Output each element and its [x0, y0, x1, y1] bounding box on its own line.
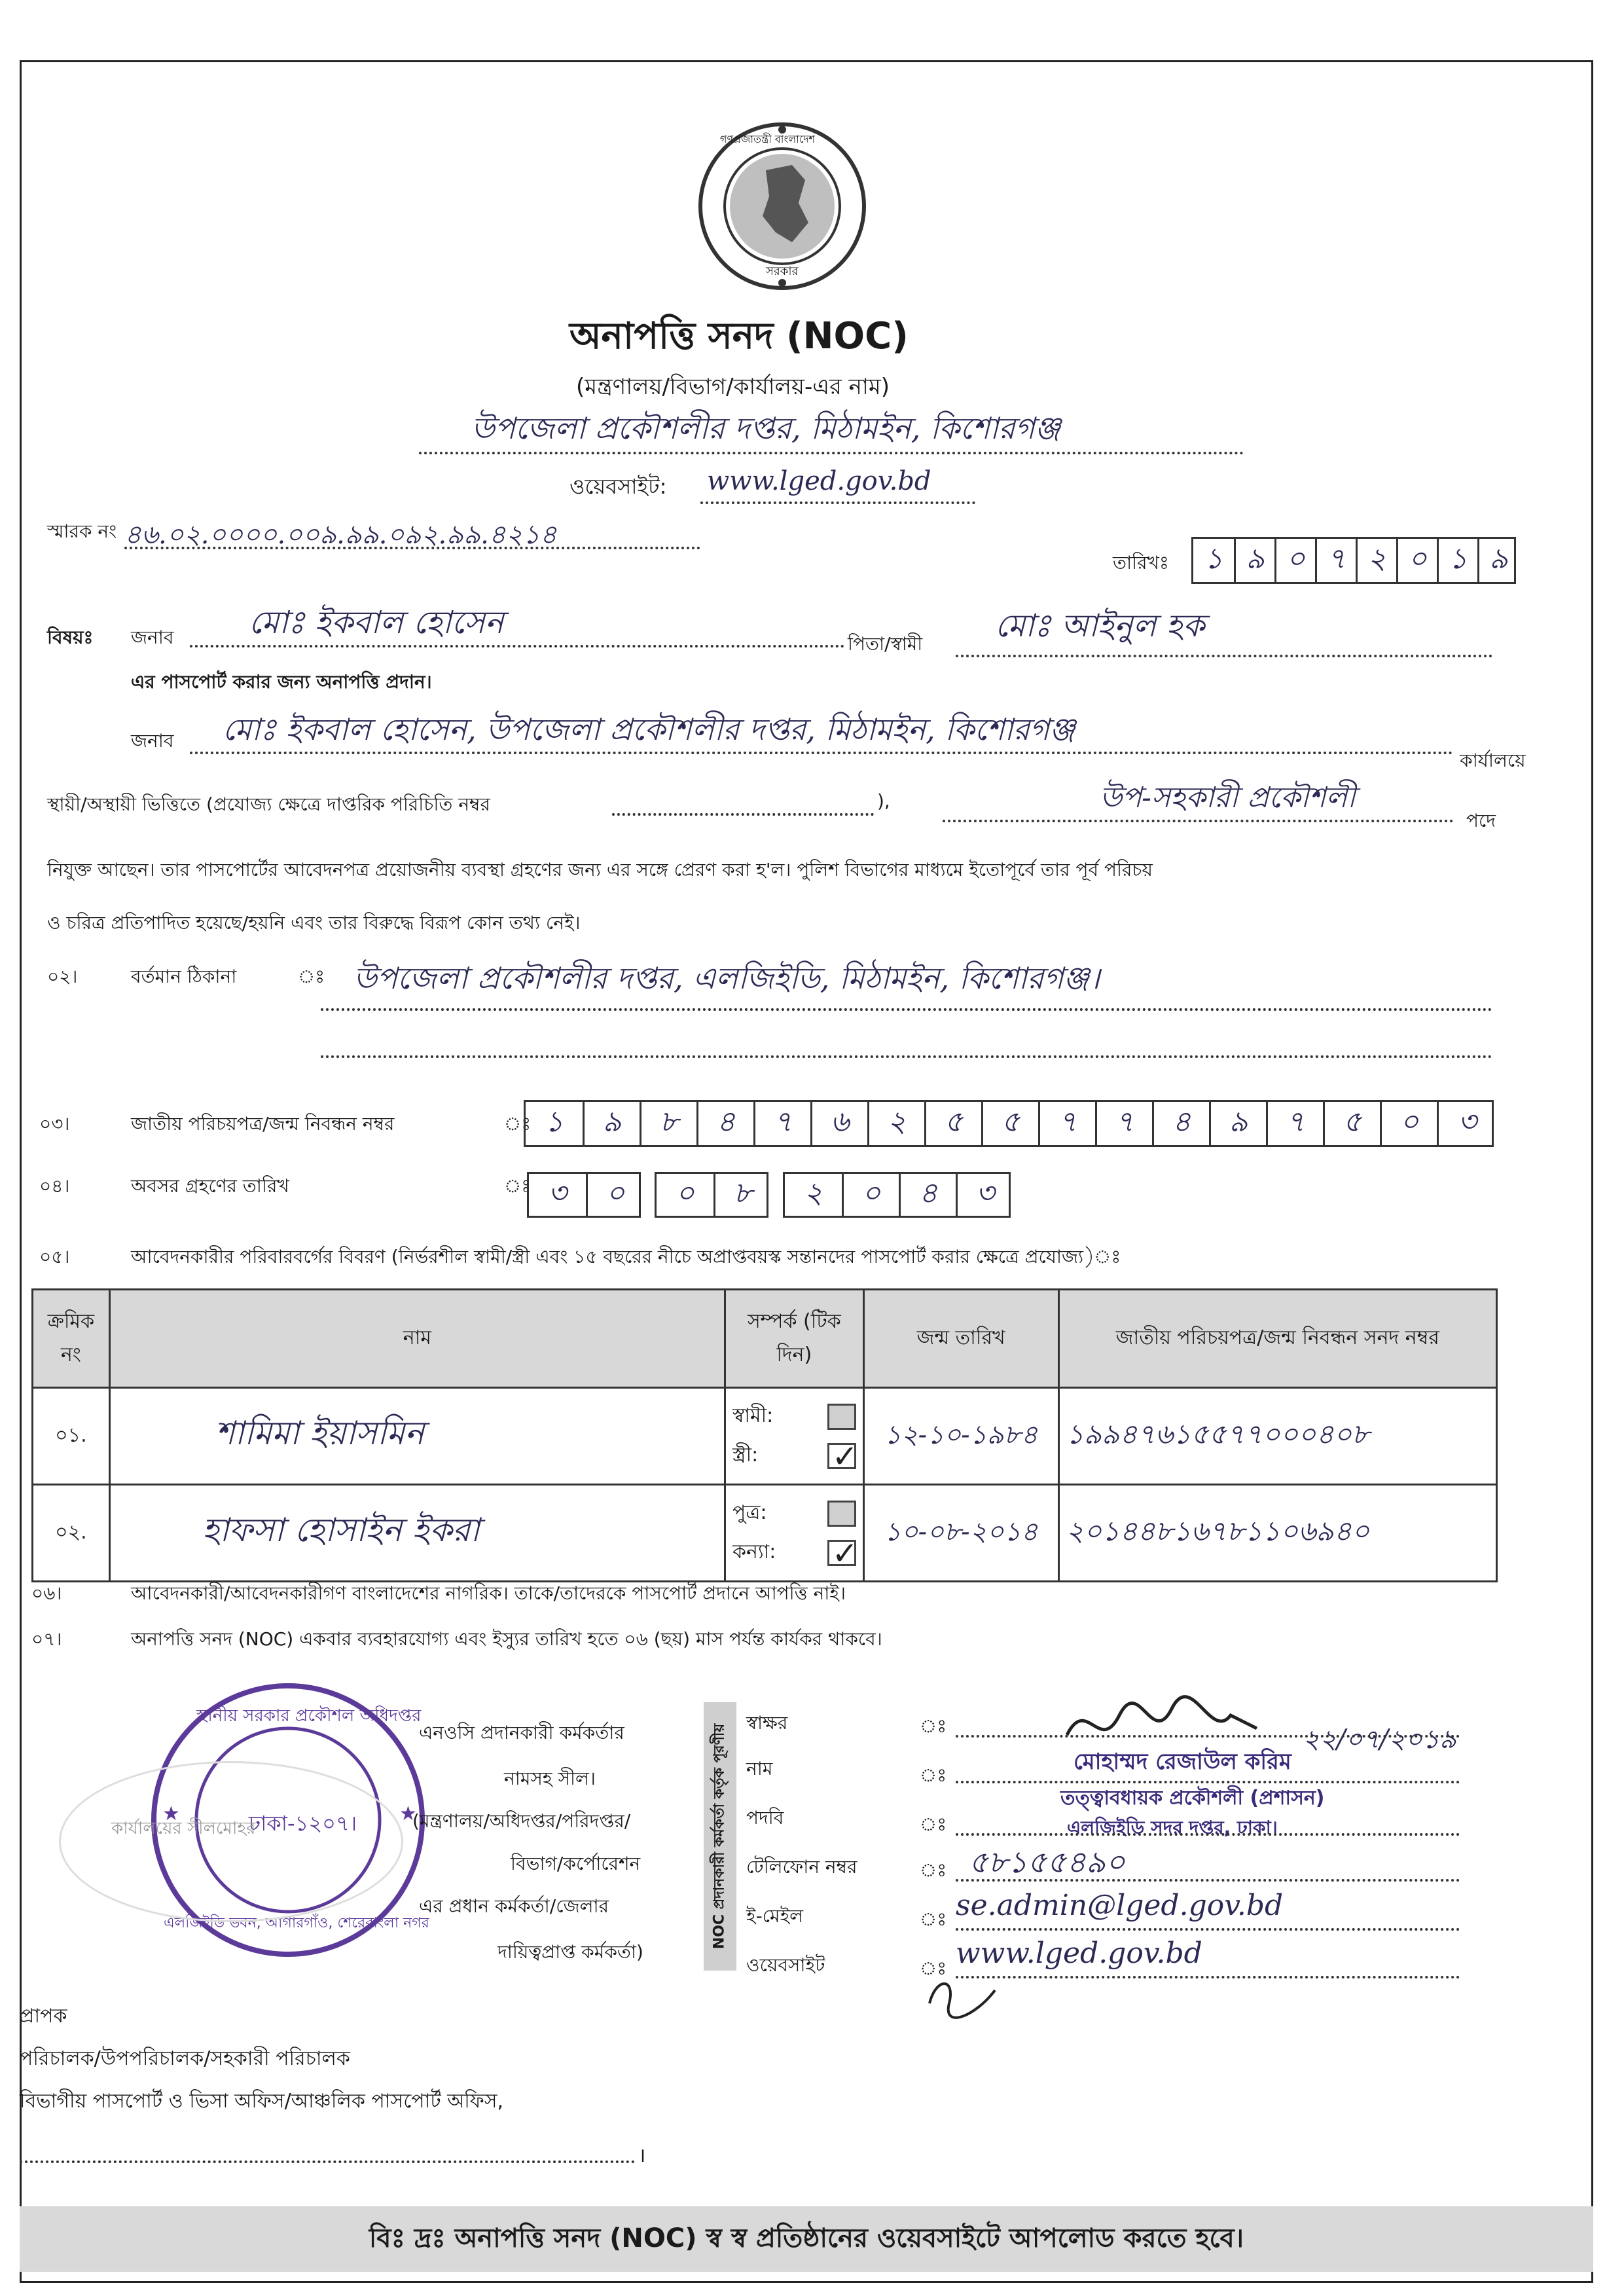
nid-digit: ৫ [981, 1102, 1038, 1145]
nid-digit: ১ [545, 1104, 564, 1139]
item-04-number: ০৪। [39, 1175, 70, 1197]
husband-checkbox[interactable] [827, 1404, 856, 1430]
svg-text:★: ★ [162, 1802, 180, 1825]
name-label: নাম [746, 1758, 773, 1779]
date-digit: ১ [1437, 539, 1477, 582]
office-name-value: উপজেলা প্রকৌশলীর দপ্তর, মিঠামইন, কিশোরগঞ্জ [471, 410, 1061, 446]
designation-label: পদবি [746, 1807, 784, 1829]
recipient-line-1: পরিচালক/উপপরিচালক/সহকারী পরিচালক [20, 2047, 350, 2070]
website-field-label: ওয়েবসাইট [746, 1954, 825, 1976]
header-dob: জন্ম তারিখ [863, 1290, 1058, 1388]
relation-label: স্ত্রী: [732, 1444, 759, 1467]
row-nid: ১৯৯৪৭৬১৫৫৭৭০০০৪০৮ [1058, 1388, 1496, 1485]
field-colon: ঃ [920, 1908, 947, 1930]
nid-digit: ৫ [924, 1102, 981, 1145]
item-07-number: ০৭। [31, 1628, 62, 1650]
item-04-colon: ঃ [504, 1175, 532, 1197]
subject-text: এর পাসপোর্ট করার জন্য অনাপত্তি প্রদান। [131, 671, 432, 693]
officer-block-line: দায়িত্বপ্রাপ্ত কর্মকর্তা) [497, 1941, 643, 1963]
nid-digit: ৬ [810, 1102, 867, 1145]
nid-digit: ৭ [1095, 1102, 1152, 1145]
retire-digit: ০ [842, 1174, 899, 1216]
memo-label: স্মারক নং [47, 520, 117, 542]
nid-digit: ২ [867, 1102, 924, 1145]
field-colon: ঃ [920, 1859, 947, 1881]
designation-line [956, 1833, 1460, 1836]
subject-label: বিষয়ঃ [47, 627, 94, 648]
footer-note: বিঃ দ্রঃ অনাপত্তি সনদ (NOC) স্ব স্ব প্রতিষ্ঠানের ওয়েবসাইটে আপলোড করতে হবে। [369, 2223, 1244, 2253]
recipient-heading: প্রাপক [20, 2005, 67, 2028]
stamp-bottom-text: এলজিইডি ভবন, আগারগাঁও, শেরেবাংলা নগর [164, 1915, 429, 1931]
row-serial: ০১. [33, 1388, 110, 1485]
nid-digit: ৫ [1323, 1102, 1380, 1145]
item-02-number: ০২। [47, 966, 78, 987]
daughter-checkbox[interactable] [827, 1540, 856, 1566]
retirement-year-boxes [783, 1172, 1011, 1218]
row-dob: ১০-০৮-২০১৪ [863, 1485, 1058, 1582]
row-relation [725, 1388, 863, 1485]
nid-digit: ৪ [696, 1102, 753, 1145]
item-02-address: উপজেলা প্রকৌশলীর দপ্তর, এলজিইডি, মিঠামইন, কিশোরগঞ্জ। [353, 960, 1100, 996]
retire-digit: ০ [586, 1174, 643, 1216]
item-07-text: অনাপত্তি সনদ (NOC) একবার ব্যবহারযোগ্য এবং ইস্যুর তারিখ হতে ০৬ (ছয়) মাস পর্যন্ত কার্যকর থাকবে। [131, 1628, 882, 1650]
initials-scribble [923, 1971, 1008, 2023]
item-04-label: অবসর গ্রহণের তারিখ [131, 1175, 289, 1197]
nid-digit: ৭ [753, 1102, 810, 1145]
relation-label: কন্যা: [732, 1540, 776, 1563]
item-06-number: ০৬। [31, 1582, 62, 1604]
official-id-line [612, 813, 874, 816]
recipient-line [20, 2160, 635, 2163]
date-boxes [1191, 537, 1516, 584]
father-label: পিতা/স্বামী [848, 633, 923, 655]
header-name: নাম [109, 1290, 725, 1388]
signature-date: ২২/০৭/২০১৯ [1303, 1724, 1456, 1755]
website-value: www.lged.gov.bd [707, 466, 931, 496]
date-digit: ৭ [1315, 539, 1356, 582]
item-05-number: ০৫। [39, 1246, 70, 1267]
retire-digit: ২ [804, 1176, 823, 1210]
item-06-text: আবেদনকারী/আবেদনকারীগণ বাংলাদেশের নাগরিক। তাকে/তাদেরকে পাসপোর্ট প্রদানে আপত্তি নাই। [131, 1582, 846, 1604]
officer-block-line: বিভাগ/কর্পোরেশন [511, 1853, 641, 1874]
header-relation: সম্পর্ক (টিক দিন) [725, 1290, 863, 1388]
item-02-label: বর্তমান ঠিকানা [131, 966, 237, 987]
vertical-band-text: NOC প্রদানকারী কর্মকর্তা কর্তৃক পূরণীয় [711, 1723, 728, 1950]
date-digit: ১ [1204, 541, 1223, 575]
date-digit: ০ [1396, 539, 1437, 582]
stamp-ring-text: স্থানীয় সরকার প্রকৌশল অধিদপ্তর [196, 1706, 422, 1726]
item-03-colon: ঃ [504, 1113, 532, 1135]
telephone-value: ৫৮১৫৫৪৯০ [969, 1844, 1125, 1880]
address-line-2 [321, 1055, 1492, 1058]
applicant-name: মোঃ ইকবাল হোসেন [249, 604, 504, 641]
memo-value: ৪৬.০২.০০০০.০০৯.৯৯.০৯২.৯৯.৪২১৪ [124, 520, 557, 550]
nid-digit: ০ [1380, 1102, 1437, 1145]
row-name: শামিমা ইয়াসমিন [109, 1388, 725, 1485]
telephone-label: টেলিফোন নম্বর [746, 1856, 857, 1878]
form-title: অনাপত্তি সনদ (NOC) [569, 315, 909, 357]
recipient-line-2: বিভাগীয় পাসপোর্ট ও ভিসা অফিস/আঞ্চলিক পাসপোর্ট অফিস, [20, 2090, 504, 2113]
date-digit: ৯ [1477, 539, 1518, 582]
address-line-1 [321, 1008, 1492, 1011]
field-colon: ঃ [920, 1813, 947, 1835]
officer-block-line: নামসহ সীল। [504, 1768, 596, 1789]
date-digit: ২ [1356, 539, 1396, 582]
item-05-label: আবেদনকারীর পরিবারবর্গের বিবরণ (নির্ভরশীল স্বামী/স্ত্রী এবং ১৫ বছরের নীচে অপ্রাপ্তবয়স্ক সন্তানদের পাসপোর্ট করার ক্ষেত্রে প্রযোজ্য)ঃ [131, 1246, 1121, 1267]
officer-designation: তত্ত্বাবধায়ক প্রকৌশলী (প্রশাসন) [1060, 1787, 1325, 1810]
paragraph-line-2: ও চরিত্র প্রতিপাদিত হয়েছে/হয়নি এবং তার বিরুদ্ধে বিরূপ কোন তথ্য নেই। [47, 912, 581, 934]
table-row [33, 1388, 1497, 1485]
website-field-line [956, 1976, 1460, 1978]
header-serial: ক্রমিক নং [33, 1290, 110, 1388]
ministry-caption: (মন্ত্রণালয়/বিভাগ/কার্যালয়-এর নাম) [576, 374, 890, 400]
memo-line [124, 547, 700, 549]
family-table [31, 1288, 1498, 1582]
father-name-line [956, 655, 1492, 657]
telephone-line [956, 1879, 1460, 1882]
website-line [700, 501, 975, 504]
wife-checkbox[interactable] [827, 1443, 856, 1469]
date-digit: ৯ [1234, 539, 1274, 582]
svg-text:★: ★ [399, 1802, 417, 1825]
post-suffix: পদে [1466, 810, 1496, 831]
nid-digit: ৩ [1437, 1102, 1496, 1145]
nid-boxes [524, 1100, 1494, 1147]
row-serial: ০২. [33, 1485, 110, 1582]
post-line [943, 820, 1453, 822]
emblem-ring-bottom: সরকার [766, 264, 799, 278]
retire-digit: ৮ [713, 1174, 770, 1216]
officer-block-line: এনওসি প্রদানকারী কর্মকর্তার [419, 1722, 624, 1743]
retirement-month-boxes [655, 1172, 768, 1218]
seal-placeholder-text: কার্যালয়ের সীলমোহর [111, 1819, 256, 1838]
nid-digit: ৪ [1152, 1102, 1209, 1145]
field-colon: ঃ [920, 1715, 947, 1737]
office-name-line [419, 452, 1244, 454]
nid-digit: ৭ [1266, 1102, 1323, 1145]
basis-close: ), [877, 790, 890, 812]
header-nid: জাতীয় পরিচয়পত্র/জন্ম নিবন্ধন সনদ নম্বর [1058, 1290, 1496, 1388]
email-label: ই-মেইল [746, 1905, 804, 1927]
stamp-center-text: ঢাকা-১২০৭। [249, 1811, 357, 1836]
retire-digit: ৪ [899, 1174, 956, 1216]
item-02-colon: ঃ [298, 966, 325, 987]
signature-label: স্বাক্ষর [746, 1712, 788, 1734]
son-checkbox[interactable] [827, 1501, 856, 1527]
applicant-name-line [190, 645, 844, 647]
nid-digit: ৯ [583, 1102, 640, 1145]
field-colon: ঃ [920, 1764, 947, 1786]
relation-label: স্বামী: [732, 1404, 774, 1427]
table-row [33, 1485, 1497, 1582]
office-line-value: মোঃ ইকবাল হোসেন, উপজেলা প্রকৌশলীর দপ্তর, মিঠামইন, কিশোরগঞ্জ [223, 712, 1075, 747]
retirement-day-boxes [527, 1172, 641, 1218]
relation-label: পুত্র: [732, 1501, 767, 1524]
item-03-number: ০৩। [39, 1113, 70, 1135]
field-colon: ঃ [920, 1958, 947, 1979]
website-label: ওয়েবসাইট: [569, 474, 667, 499]
officer-office: এলজিইডি সদর দপ্তর, ঢাকা। [1067, 1817, 1278, 1838]
retire-digit: ৩ [548, 1176, 567, 1210]
footer-note-bar [20, 2206, 1593, 2272]
post-value: উপ-সহকারী প্রকৌশলী [1100, 781, 1356, 814]
officer-block-line: (মন্ত্রণালয়/অধিদপ্তর/পরিদপ্তর/ [412, 1810, 631, 1832]
item-03-label: জাতীয় পরিচয়পত্র/জন্ম নিবন্ধন নম্বর [131, 1113, 395, 1135]
office-line [190, 752, 1453, 754]
date-digit: ০ [1274, 539, 1315, 582]
officer-block-line: এর প্রধান কর্মকর্তা/জেলার [419, 1895, 609, 1917]
recipient-line-end: । [638, 2144, 646, 2167]
office-mr-label: জনাব [131, 730, 174, 752]
emblem-ring-top: গণপ্রজাতন্ত্রী বাংলাদেশ [720, 133, 816, 145]
nid-digit: ৭ [1038, 1102, 1095, 1145]
email-line [956, 1928, 1460, 1931]
paragraph-line-1: নিযুক্ত আছেন। তার পাসপোর্টের আবেদনপত্র প্রয়োজনীয় ব্যবস্থা গ্রহণের জন্য এর সঙ্গে প্রেরণ করা হ'ল। পুলিশ বিভাগের মাধ্যমে ইতোপূর্বে তার পূর্ব পরিচয় [47, 859, 1153, 881]
website-field-value: www.lged.gov.bd [956, 1937, 1202, 1970]
signature-line [956, 1735, 1460, 1738]
retire-digit: ৩ [956, 1174, 1013, 1216]
date-label: তারিখঃ [1113, 552, 1169, 574]
row-dob: ১২-১০-১৯৮৪ [863, 1388, 1058, 1485]
nid-digit: ৮ [640, 1102, 696, 1145]
row-name: হাফসা হোসাইন ইকরা [109, 1485, 725, 1582]
row-relation [725, 1485, 863, 1582]
father-name: মোঃ আইনুল হক [995, 608, 1205, 644]
retire-digit: ০ [676, 1176, 695, 1210]
row-nid: ২০১৪৪৮১৬৭৮১১০৬৯৪০ [1058, 1485, 1496, 1582]
subject-mr-label: জনাব [131, 627, 174, 648]
basis-text: স্থায়ী/অস্থায়ী ভিত্তিতে (প্রযোজ্য ক্ষেত্রে দাপ্তরিক পরিচিতি নম্বর [47, 793, 490, 815]
email-value: se.admin@lged.gov.bd [956, 1889, 1284, 1922]
nid-digit: ৯ [1209, 1102, 1266, 1145]
office-line-suffix: কার্যালয়ে [1460, 750, 1526, 771]
officer-name: মোহাম্মদ রেজাউল করিম [1074, 1749, 1291, 1775]
